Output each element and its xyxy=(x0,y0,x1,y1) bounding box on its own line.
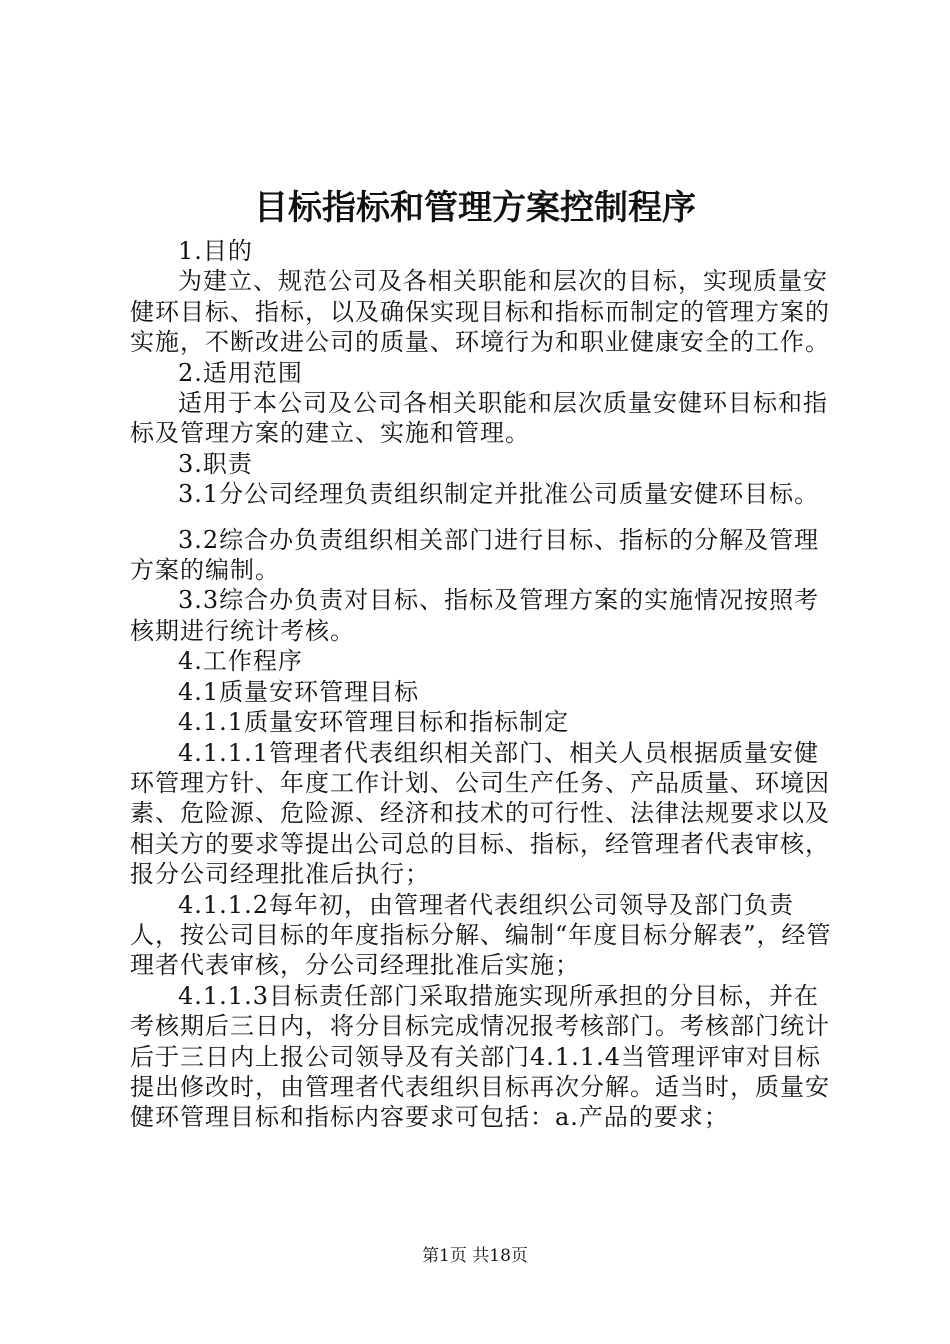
heading-purpose: 1.目的 xyxy=(178,237,253,265)
document-title: 目标指标和管理方案控制程序 xyxy=(254,188,696,228)
page-footer: 第1页 共18页 xyxy=(422,1246,528,1266)
heading-scope: 2.适用范围 xyxy=(178,358,303,387)
paragraph-purpose: 为建立、规范公司及各相关职能和层次的目标，实现质量安健环目标、指标，以及确保实现目标和指标而制定的管理方案的实施，不断改进公司的质量、环境行为和职业健康安全的工作。 xyxy=(130,267,830,357)
paragraph-4-1-1-2: 4.1.1.2每年初，由管理者代表组织公司领导及部门负责人，按公司目标的年度指标分解、编制“年度目标分解表”，经管理者代表审核，分公司经理批准后实施； xyxy=(130,890,832,980)
paragraph-scope: 适用于本公司及公司各相关职能和层次质量安健环目标和指标及管理方案的建立、实施和管理。 xyxy=(130,389,828,448)
document-body xyxy=(130,236,842,1133)
heading-responsibilities: 3.职责 xyxy=(178,449,253,478)
paragraph-4-1-1-3: 4.1.1.3目标责任部门采取措施实现所承担的分目标，并在考核期后三日内，将分目标完成情况报考核部门。考核部门统计后于三日内上报公司领导及有关部门4.1.1.4当管理评审对目标提出修改时，由管理者代表组织目标再次分解。适当时，质量安健环管理目标和指标内容要求可包括：a.产品的要求； xyxy=(130,981,830,1132)
heading-procedure: 4.工作程序 xyxy=(178,647,303,676)
paragraph-3-2: 3.2综合办负责组织相关部门进行目标、指标的分解及管理方案的编制。 xyxy=(130,525,820,585)
paragraph-4-1-1-1: 4.1.1.1管理者代表组织相关部门、相关人员根据质量安健环管理方针、年度工作计划、公司生产任务、产品质量、环境因素、危险源、危险源、经济和技术的可行性、法律法规要求以及相关方的要求等提出公司总的目标、指标，经管理者代表审核，报分公司经理批准后执行； xyxy=(130,738,830,889)
paragraph-3-1: 3.1分公司经理负责组织制定并批准公司质量安健环目标。 xyxy=(178,480,820,509)
paragraph-3-3: 3.3综合办负责对目标、指标及管理方案的实施情况按照考核期进行统计考核。 xyxy=(130,586,820,645)
heading-4-1: 4.1质量安环管理目标 xyxy=(178,677,420,706)
heading-4-1-1: 4.1.1质量安环管理目标和指标制定 xyxy=(178,708,570,737)
